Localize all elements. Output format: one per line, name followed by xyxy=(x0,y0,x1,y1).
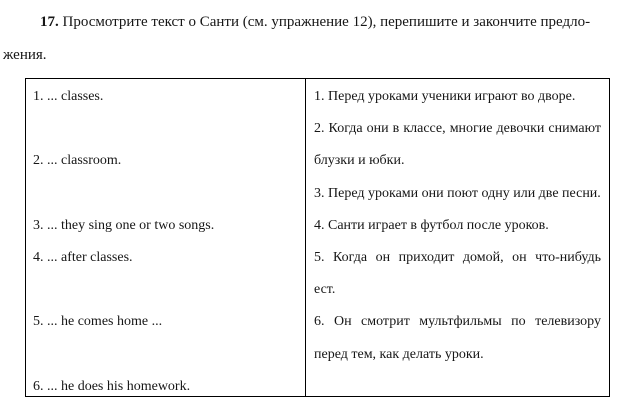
english-item-5: 5. ... he comes home ... xyxy=(33,314,163,330)
russian-line-8: 6. Он смотрит мультфильмы по телевизору xyxy=(314,314,601,330)
exercise-table xyxy=(25,78,610,397)
russian-line-1: 1. Перед уроками ученики играют во дворе. xyxy=(314,89,576,104)
english-item-3: 3. ... they sing one or two songs. xyxy=(33,217,215,233)
russian-line-9: перед тем, как делать уроки. xyxy=(314,346,484,362)
russian-line-2: 2. Когда они в классе, многие девочки снимают xyxy=(314,121,601,137)
english-item-6: 6. ... he does his homework. xyxy=(33,378,191,394)
russian-line-6: 5. Когда он приходит домой, он что-нибудь xyxy=(314,249,601,265)
russian-line-3: блузки и юбки. xyxy=(314,153,405,169)
english-item-4: 4. ... after classes. xyxy=(33,249,133,265)
heading-text: Просмотрите текст о Санти (см. упражнение 12), перепишите и закончите предло- xyxy=(62,14,591,30)
russian-column xyxy=(306,79,609,396)
english-item-2: 2. ... classroom. xyxy=(33,153,122,169)
heading-line-2: жения. xyxy=(3,47,47,63)
russian-line-4: 3. Перед уроками они поют одну или две песни. xyxy=(314,185,601,201)
russian-line-5: 4. Санти играет в футбол после уроков. xyxy=(314,217,549,233)
english-column xyxy=(26,79,306,396)
heading-line-1 xyxy=(3,6,623,39)
russian-line-7: ест. xyxy=(314,282,336,298)
exercise-number: 17. xyxy=(40,14,59,30)
exercise-heading xyxy=(3,6,623,72)
english-item-1: 1. ... classes. xyxy=(33,89,104,104)
